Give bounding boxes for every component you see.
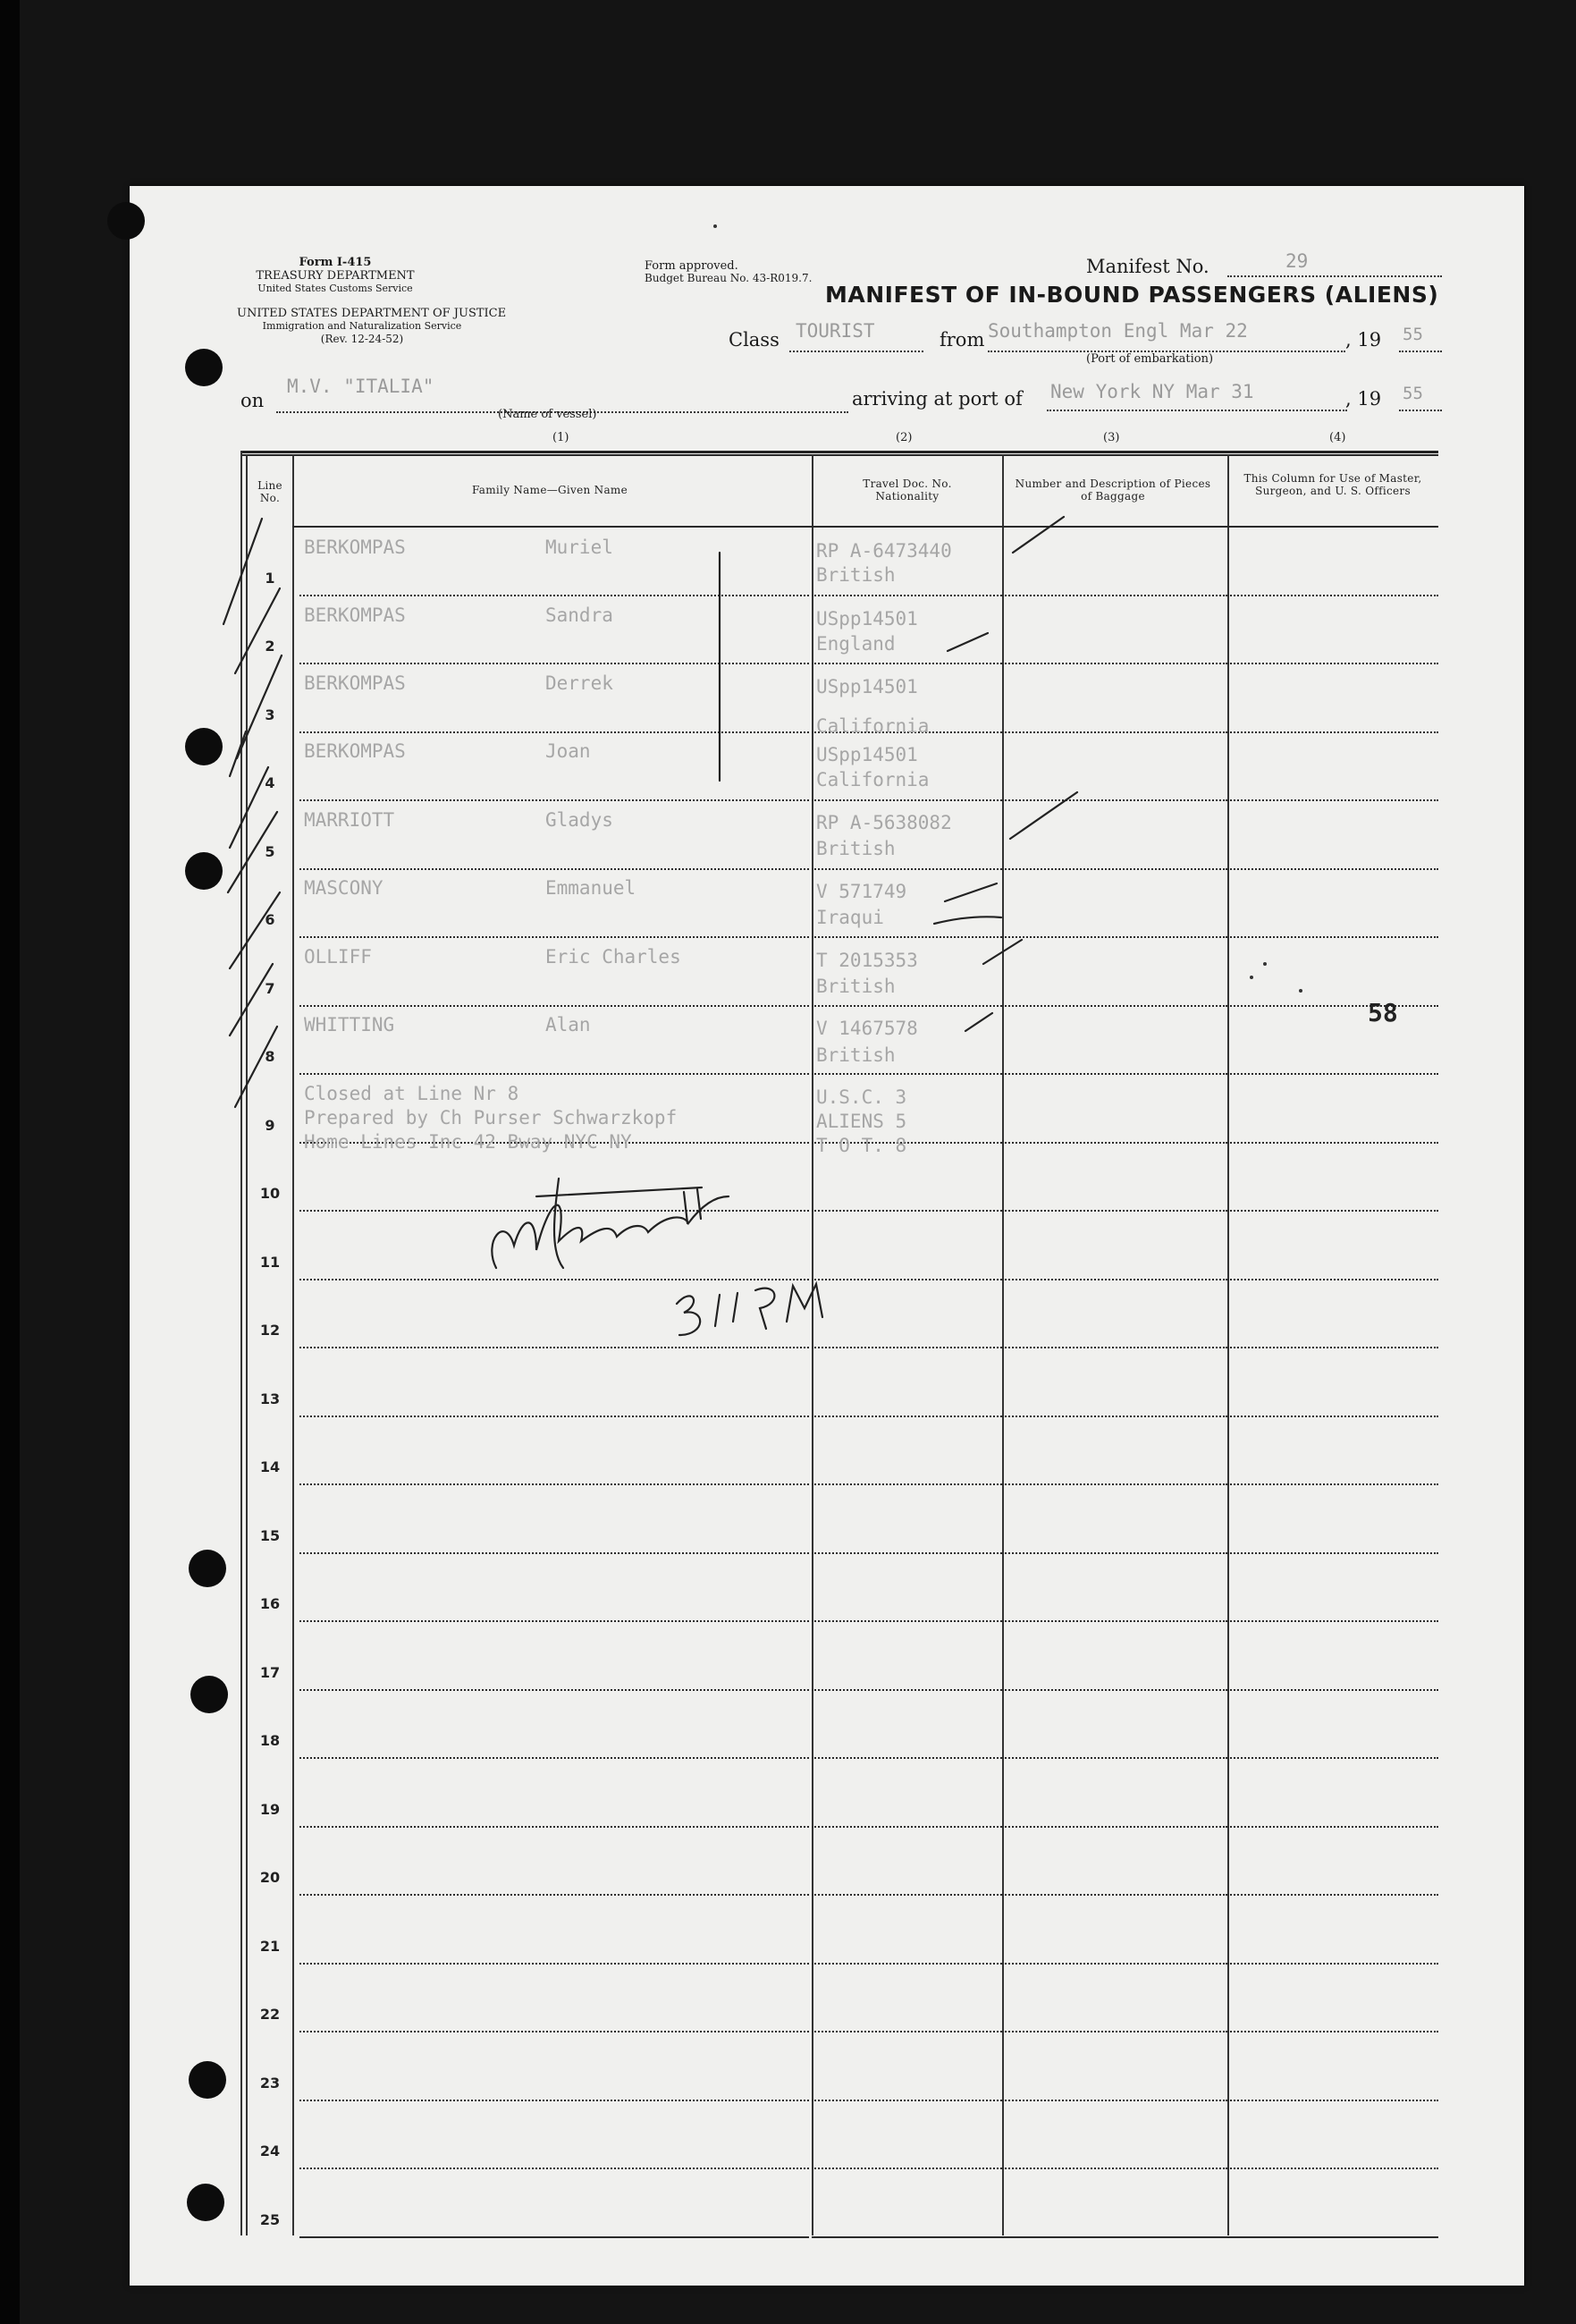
header-baggage: Number and Description of Pieces of Baggage: [1015, 477, 1211, 503]
year-line: [1399, 351, 1442, 352]
port-caption: (Port of embarkation): [1086, 352, 1214, 366]
row-separator: [1227, 1279, 1438, 1280]
form-number: Form I-415: [299, 256, 372, 269]
line-number: 14: [259, 1458, 281, 1475]
row-separator: [812, 1483, 1002, 1485]
row-separator: [1227, 1073, 1438, 1075]
row-1-family: BERKOMPAS: [304, 537, 406, 558]
manifest-title: MANIFEST OF IN-BOUND PASSENGERS (ALIENS): [825, 282, 1439, 308]
line-number: 20: [259, 1869, 281, 1886]
line-number: 9: [265, 1117, 275, 1134]
row-separator: [299, 595, 809, 596]
row-separator: [299, 1826, 809, 1828]
row-7-doc: T 2015353: [816, 950, 918, 971]
row-2-nat: England: [816, 633, 896, 655]
tick-mark: [945, 883, 997, 901]
punch-hole: [185, 852, 223, 890]
row-separator: [299, 1757, 809, 1759]
row-separator: [1227, 1210, 1438, 1212]
row-separator: [1227, 1963, 1438, 1965]
count-total: T O T. 8: [816, 1135, 907, 1156]
signature: [554, 1179, 563, 1268]
row-separator: [1002, 1210, 1227, 1212]
row-separator: [812, 1689, 1002, 1691]
row-separator: [1002, 1620, 1227, 1622]
row-2-given: Sandra: [545, 604, 613, 626]
row-7-family: OLLIFF: [304, 946, 372, 968]
row-separator: [812, 1757, 1002, 1759]
check-mark: [230, 731, 246, 776]
row-separator: [299, 1483, 809, 1485]
col-divider-officers: [1227, 454, 1229, 2235]
line-number: 19: [259, 1801, 281, 1818]
department: TREASURY DEPARTMENT: [256, 269, 415, 283]
row-separator: [299, 663, 809, 664]
row-5-given: Gladys: [545, 809, 613, 831]
row-7-nat: British: [816, 976, 896, 997]
row-2-doc: USpp14501: [816, 608, 918, 630]
row-separator: [1227, 1142, 1438, 1144]
row-separator: [1227, 2236, 1438, 2238]
line-number: 7: [265, 980, 275, 997]
handwritten-marks: [130, 186, 1524, 2286]
row-separator: [1002, 2236, 1227, 2238]
customs-service: United States Customs Service: [257, 283, 413, 294]
row-separator: [1227, 868, 1438, 870]
class-line: [789, 351, 923, 352]
row-separator: [1227, 1483, 1438, 1485]
row-separator: [299, 1963, 809, 1965]
row-separator: [812, 1005, 1002, 1007]
row-separator: [1002, 2100, 1227, 2101]
line-number: 15: [259, 1527, 281, 1544]
tick-mark: [965, 1013, 992, 1031]
row-separator: [299, 2100, 809, 2101]
year-value: 55: [1403, 325, 1423, 344]
row-separator: [1227, 1005, 1438, 1007]
row-4-doc: USpp14501: [816, 744, 918, 765]
row-separator: [1002, 2031, 1227, 2032]
from-value: Southampton Engl Mar 22: [988, 320, 1248, 342]
signature: [684, 1189, 701, 1223]
row-1-doc: RP A-6473440: [816, 540, 952, 562]
row-separator: [1002, 1689, 1227, 1691]
row-separator: [812, 1416, 1002, 1417]
row-separator: [1002, 1552, 1227, 1554]
row-8-nat: British: [816, 1044, 896, 1066]
row-separator: [299, 2168, 809, 2169]
row-separator: [1002, 1826, 1227, 1828]
revision: (Rev. 12-24-52): [320, 333, 404, 345]
row-separator: [299, 1279, 809, 1280]
row-separator: [1227, 1826, 1438, 1828]
line-number: 21: [259, 1938, 281, 1955]
row-separator: [812, 1552, 1002, 1554]
row-separator: [812, 595, 1002, 596]
arriving-value: New York NY Mar 31: [1050, 381, 1254, 402]
punch-hole: [189, 2061, 226, 2099]
line-number: 2: [265, 638, 275, 655]
row-5-nat: British: [816, 838, 896, 859]
row-2-family: BERKOMPAS: [304, 604, 406, 626]
closing-line-1: Closed at Line Nr 8: [304, 1083, 519, 1104]
row-separator: [1227, 1689, 1438, 1691]
row-separator: [1002, 2168, 1227, 2169]
row-separator: [1227, 2031, 1438, 2032]
row-separator: [299, 1210, 809, 1212]
table-top-border-2: [240, 454, 1438, 456]
row-separator: [1227, 595, 1438, 596]
row-separator: [1227, 2100, 1438, 2101]
row-separator: [1002, 1963, 1227, 1965]
row-3-nat: California: [816, 715, 930, 737]
line-number: 10: [259, 1185, 281, 1202]
row-separator: [299, 2031, 809, 2032]
count-usc: U.S.C. 3: [816, 1086, 907, 1108]
row-separator: [1227, 1757, 1438, 1759]
year-value-2: 55: [1403, 384, 1423, 403]
year-prefix: , 19: [1345, 329, 1382, 351]
row-separator: [1002, 936, 1227, 938]
row-separator: [299, 1005, 809, 1007]
row-separator: [812, 2100, 1002, 2101]
header-travel-doc: Travel Doc. No. Nationality: [863, 477, 952, 503]
row-separator: [812, 1347, 1002, 1348]
arriving-label: arriving at port of: [852, 388, 1023, 410]
row-separator: [812, 1279, 1002, 1280]
row-separator: [1227, 1552, 1438, 1554]
row-separator: [812, 1826, 1002, 1828]
tick-mark: [934, 917, 1001, 924]
row-7-given: Eric Charles: [545, 946, 681, 968]
line-number: 8: [265, 1048, 275, 1065]
row-separator: [1002, 595, 1227, 596]
table-left-border: [240, 451, 242, 2235]
punch-hole: [189, 1550, 226, 1587]
row-separator: [1227, 799, 1438, 801]
row-separator: [299, 1552, 809, 1554]
row-separator: [299, 936, 809, 938]
line-number: 17: [259, 1664, 281, 1681]
punch-hole: [187, 2184, 224, 2221]
line-number: 5: [265, 843, 275, 860]
row-3-family: BERKOMPAS: [304, 672, 406, 694]
scan-border: [0, 0, 20, 2324]
row-separator: [812, 868, 1002, 870]
manifest-label: Manifest No.: [1086, 256, 1209, 277]
row-4-nat: California: [816, 769, 930, 790]
row-separator: [299, 1073, 809, 1075]
line-number: 23: [259, 2075, 281, 2092]
row-separator: [1002, 663, 1227, 664]
line-number: 18: [259, 1732, 281, 1749]
row-separator: [1002, 731, 1227, 733]
col-divider-doc: [812, 454, 813, 2235]
year-prefix-2: , 19: [1345, 388, 1382, 410]
row-8-given: Alan: [545, 1014, 591, 1035]
row-3-given: Derrek: [545, 672, 613, 694]
header-bottom-line: [292, 526, 1438, 528]
row-separator: [1002, 1279, 1227, 1280]
count-aliens: ALIENS 5: [816, 1111, 907, 1132]
row-separator: [1227, 1620, 1438, 1622]
row-separator: [812, 1963, 1002, 1965]
row-5-doc: RP A-5638082: [816, 812, 952, 833]
punch-hole: [185, 349, 223, 386]
row-separator: [299, 1416, 809, 1417]
row-separator: [812, 1620, 1002, 1622]
manifest-page: [130, 186, 1524, 2286]
row-separator: [1227, 1347, 1438, 1348]
row-separator: [1227, 2168, 1438, 2169]
header-line-no: Line No.: [257, 479, 282, 504]
line-number: 16: [259, 1595, 281, 1612]
punch-hole: [185, 728, 223, 765]
year-line-2: [1399, 410, 1442, 411]
class-label: Class: [729, 329, 780, 351]
form-approved: Form approved.: [645, 259, 738, 273]
justice-dept: UNITED STATES DEPARTMENT OF JUSTICE: [237, 307, 507, 320]
row-separator: [299, 1689, 809, 1691]
table-top-border: [240, 451, 1438, 453]
line-number: 6: [265, 911, 275, 928]
row-separator: [1002, 1483, 1227, 1485]
header-name: Family Name—Given Name: [471, 484, 628, 496]
row-8-doc: V 1467578: [816, 1018, 918, 1039]
line-number: 22: [259, 2006, 281, 2023]
tick-mark: [948, 633, 988, 651]
class-value: TOURIST: [796, 320, 875, 342]
row-separator: [1002, 1142, 1227, 1144]
row-separator: [1227, 1894, 1438, 1896]
manifest-no-line: [1227, 275, 1442, 277]
row-separator: [299, 1347, 809, 1348]
col-num-1: (1): [552, 431, 569, 444]
signature-time: [677, 1296, 700, 1335]
budget-bureau: Budget Bureau No. 43-R019.7.: [645, 272, 813, 284]
line-number: 13: [259, 1390, 281, 1407]
signature: [536, 1187, 702, 1196]
row-1-nat: British: [816, 564, 896, 586]
row-separator: [1002, 1757, 1227, 1759]
row-separator: [812, 1073, 1002, 1075]
line-number: 1: [265, 570, 275, 587]
arriving-line: [1047, 410, 1347, 411]
row-separator: [812, 936, 1002, 938]
row-separator: [1227, 663, 1438, 664]
row-separator: [1002, 1894, 1227, 1896]
signature-time: [755, 1289, 774, 1329]
closing-line-2: Prepared by Ch Purser Schwarzkopf: [304, 1107, 678, 1128]
row-separator: [1002, 1005, 1227, 1007]
row-separator: [1002, 1073, 1227, 1075]
row-separator: [1002, 868, 1227, 870]
on-label: on: [240, 390, 265, 411]
row-6-doc: V 571749: [816, 881, 907, 902]
row-separator: [299, 868, 809, 870]
closing-line-3: Home Lines Inc 42 Bway NYC NY: [304, 1131, 632, 1153]
row-separator: [812, 1210, 1002, 1212]
row-separator: [812, 2031, 1002, 2032]
col-num-3: (3): [1103, 431, 1120, 444]
line-number: 3: [265, 706, 275, 723]
row-6-given: Emmanuel: [545, 877, 636, 899]
line-number: 11: [259, 1254, 281, 1271]
row-5-family: MARRIOTT: [304, 809, 395, 831]
from-label: from: [940, 329, 985, 351]
col-num-2: (2): [896, 431, 913, 444]
line-number: 24: [259, 2142, 281, 2159]
row-separator: [1002, 1416, 1227, 1417]
row-6-nat: Iraqui: [816, 907, 884, 928]
row-separator: [812, 1894, 1002, 1896]
row-1-given: Muriel: [545, 537, 613, 558]
row-separator: [299, 731, 809, 733]
header-officers: This Column for Use of Master, Surgeon, and U. S. Officers: [1243, 472, 1422, 497]
signature: [492, 1196, 729, 1268]
manifest-number: 29: [1285, 250, 1309, 272]
line-number: 4: [265, 774, 275, 791]
ins: Immigration and Naturalization Service: [262, 320, 462, 332]
punch-hole: [107, 202, 145, 240]
row-6-family: MASCONY: [304, 877, 383, 899]
row-8-family: WHITTING: [304, 1014, 395, 1035]
row-separator: [299, 1620, 809, 1622]
row-separator: [1227, 731, 1438, 733]
signature-time: [715, 1293, 737, 1326]
row-4-family: BERKOMPAS: [304, 740, 406, 762]
signature-time: [787, 1284, 822, 1322]
row-separator: [1227, 936, 1438, 938]
row-separator: [299, 1894, 809, 1896]
row-separator: [1002, 1347, 1227, 1348]
row-separator: [812, 799, 1002, 801]
row-separator: [812, 2168, 1002, 2169]
vessel-caption: (Name of vessel): [498, 408, 597, 421]
stamp-number: 58: [1368, 998, 1398, 1027]
check-mark: [230, 964, 273, 1035]
col-divider-baggage: [1002, 454, 1004, 2235]
line-number: 25: [259, 2211, 281, 2228]
row-separator: [812, 663, 1002, 664]
row-separator: [1227, 1416, 1438, 1417]
check-mark: [230, 892, 280, 968]
punch-hole: [190, 1676, 228, 1713]
col-num-4: (4): [1329, 431, 1346, 444]
line-number: 12: [259, 1322, 281, 1339]
row-separator: [812, 2236, 1002, 2238]
row-separator: [299, 2236, 809, 2238]
row-4-given: Joan: [545, 740, 591, 762]
row-separator: [299, 799, 809, 801]
vessel-value: M.V. "ITALIA": [287, 376, 434, 397]
tick-mark: [1013, 517, 1064, 553]
row-3-doc: USpp14501: [816, 676, 918, 697]
row-separator: [1002, 799, 1227, 801]
